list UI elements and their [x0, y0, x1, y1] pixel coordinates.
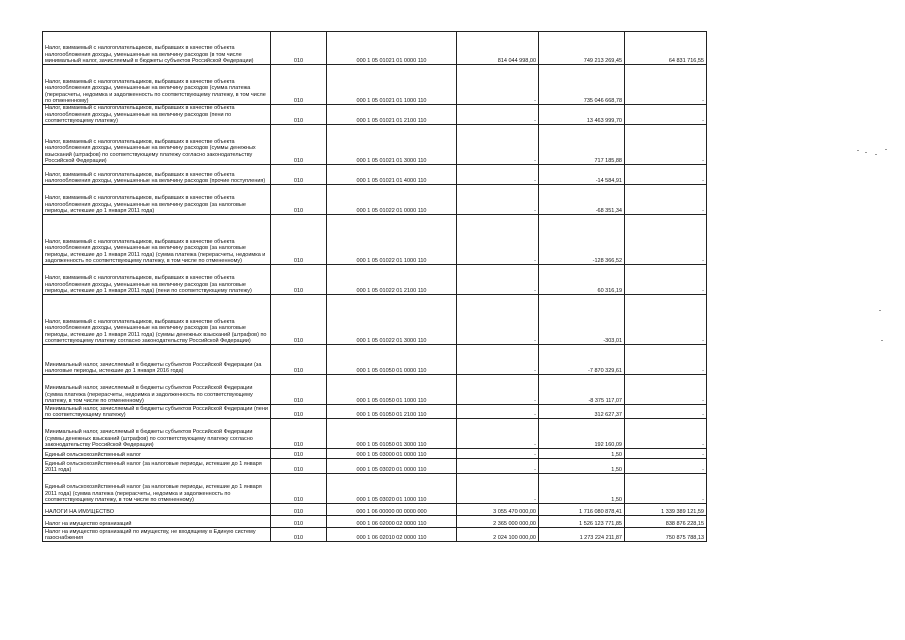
table-body: [43, 32, 707, 542]
row-code: 010: [271, 265, 327, 295]
row-fact: -68 351,34: [539, 185, 625, 215]
row-code: 010: [271, 516, 327, 528]
row-plan: -: [457, 295, 539, 345]
row-fact: -7 870 329,61: [539, 345, 625, 375]
row-fact: 13 463 999,70: [539, 105, 625, 125]
table-row: [43, 105, 707, 125]
row-plan: -: [457, 449, 539, 459]
row-fact: -14 584,91: [539, 165, 625, 185]
row-plan: 2 024 100 000,00: [457, 528, 539, 542]
row-remain: -: [625, 405, 707, 419]
row-name: Налог, взимаемый с налогоплательщиков, выбравших в качестве объекта налогообложения доходы, уменьшенные на величину расходов (суммы денежных взысканий (штрафов) по соответствующему платежу согласно законодательству Российской Федерации): [43, 125, 271, 165]
row-fact: -128 366,52: [539, 215, 625, 265]
table-row: [43, 528, 707, 542]
row-name: Налог, взимаемый с налогоплательщиков, выбравших в качестве объекта налогообложения доходы, уменьшенные на величину расходов (за налоговые периоды, истекшие до 1 января 2011 года) (сумма платежа (перерасчеты, недоимка и задолженность по соответствующему платежу, в том числе по отмененному): [43, 215, 271, 265]
row-fact: -8 375 117,07: [539, 375, 625, 405]
row-name: Единый сельскохозяйственный налог (за налоговые периоды, истекшие до 1 января 2011 года): [43, 459, 271, 474]
row-code: 010: [271, 32, 327, 65]
scan-noise: [855, 140, 895, 380]
table-row: [43, 65, 707, 105]
row-code: 010: [271, 295, 327, 345]
row-kbk: 000 1 05 01021 01 0000 110: [327, 32, 457, 65]
row-remain: -: [625, 185, 707, 215]
row-remain: -: [625, 125, 707, 165]
row-remain: -: [625, 265, 707, 295]
row-plan: -: [457, 345, 539, 375]
table-row: [43, 419, 707, 449]
row-fact: 1 273 224 211,87: [539, 528, 625, 542]
row-kbk: 000 1 05 01022 01 1000 110: [327, 215, 457, 265]
row-fact: 1,50: [539, 459, 625, 474]
row-code: 010: [271, 65, 327, 105]
row-name: Налог, взимаемый с налогоплательщиков, выбравших в качестве объекта налогообложения доходы, уменьшенные на величину расходов (за налоговые периоды, истекшие до 1 января 2011 года) (пени по соответствующему платежу): [43, 265, 271, 295]
row-remain: -: [625, 459, 707, 474]
row-kbk: 000 1 05 01050 01 0000 110: [327, 345, 457, 375]
table-row: [43, 459, 707, 474]
table-row: [43, 449, 707, 459]
budget-table: [42, 31, 707, 542]
table-row: [43, 504, 707, 516]
row-plan: -: [457, 65, 539, 105]
row-fact: 735 046 668,78: [539, 65, 625, 105]
row-name: НАЛОГИ НА ИМУЩЕСТВО: [43, 504, 271, 516]
table-row: [43, 125, 707, 165]
row-remain: -: [625, 419, 707, 449]
row-kbk: 000 1 05 01021 01 2100 110: [327, 105, 457, 125]
row-kbk: 000 1 05 01022 01 2100 110: [327, 265, 457, 295]
row-name: Налог, взимаемый с налогоплательщиков, выбравших в качестве объекта налогообложения доходы, уменьшенные на величину расходов (за налоговые периоды, истекшие до 1 января 2011 года) (суммы денежных взысканий (штрафов) по соответствующему платежу согласно законодательству Российской Федерации): [43, 295, 271, 345]
row-plan: 2 365 000 000,00: [457, 516, 539, 528]
row-kbk: 000 1 05 03000 01 0000 110: [327, 449, 457, 459]
row-fact: 717 185,88: [539, 125, 625, 165]
row-kbk: 000 1 06 02000 02 0000 110: [327, 516, 457, 528]
row-code: 010: [271, 375, 327, 405]
row-code: 010: [271, 528, 327, 542]
row-kbk: 000 1 06 02010 02 0000 110: [327, 528, 457, 542]
row-plan: -: [457, 185, 539, 215]
row-code: 010: [271, 419, 327, 449]
row-remain: -: [625, 474, 707, 504]
table-row: [43, 165, 707, 185]
row-kbk: 000 1 05 03020 01 0000 110: [327, 459, 457, 474]
row-fact: 1,50: [539, 449, 625, 459]
row-code: 010: [271, 405, 327, 419]
row-code: 010: [271, 215, 327, 265]
row-fact: 1,50: [539, 474, 625, 504]
table-row: [43, 215, 707, 265]
row-remain: 64 831 716,55: [625, 32, 707, 65]
table-row: [43, 295, 707, 345]
row-fact: 312 627,37: [539, 405, 625, 419]
row-fact: 60 316,19: [539, 265, 625, 295]
row-code: 010: [271, 125, 327, 165]
row-name: Налог, взимаемый с налогоплательщиков, выбравших в качестве объекта налогообложения доходы, уменьшенные на величину расходов (сумма платежа (перерасчеты, недоимка и задолженность по соответствующему платежу, в том числе по отмененному): [43, 65, 271, 105]
row-name: Минимальный налог, зачисляемый в бюджеты субъектов Российской Федерации (сумма платежа (перерасчеты, недоимка и задолженность по соответствующему платежу, в том числе по отмененному): [43, 375, 271, 405]
row-kbk: 000 1 06 00000 00 0000 000: [327, 504, 457, 516]
row-plan: -: [457, 459, 539, 474]
row-kbk: 000 1 05 01050 01 1000 110: [327, 375, 457, 405]
row-kbk: 000 1 05 01050 01 2100 110: [327, 405, 457, 419]
row-code: 010: [271, 449, 327, 459]
table-row: [43, 345, 707, 375]
row-fact: 749 213 269,45: [539, 32, 625, 65]
row-plan: -: [457, 419, 539, 449]
row-remain: -: [625, 449, 707, 459]
row-name: Налог, взимаемый с налогоплательщиков, выбравших в качестве объекта налогообложения доходы, уменьшенные на величину расходов (за налоговые периоды, истекшие до 1 января 2011 года): [43, 185, 271, 215]
row-remain: 750 875 788,13: [625, 528, 707, 542]
row-plan: -: [457, 474, 539, 504]
row-kbk: 000 1 05 01021 01 1000 110: [327, 65, 457, 105]
row-plan: -: [457, 375, 539, 405]
row-remain: -: [625, 165, 707, 185]
row-kbk: 000 1 05 03020 01 1000 110: [327, 474, 457, 504]
row-name: Единый сельскохозяйственный налог: [43, 449, 271, 459]
row-kbk: 000 1 05 01021 01 3000 110: [327, 125, 457, 165]
row-remain: -: [625, 215, 707, 265]
row-remain: -: [625, 345, 707, 375]
row-name: Налог на имущество организаций по имуществу, не входящему в Единую систему газоснабжения: [43, 528, 271, 542]
row-code: 010: [271, 105, 327, 125]
row-kbk: 000 1 05 01050 01 3000 110: [327, 419, 457, 449]
row-plan: -: [457, 265, 539, 295]
row-name: Минимальный налог, зачисляемый в бюджеты субъектов Российской Федерации (пени по соответствующему платежу): [43, 405, 271, 419]
row-plan: -: [457, 125, 539, 165]
row-remain: -: [625, 65, 707, 105]
row-plan: -: [457, 215, 539, 265]
row-fact: 1 716 080 878,41: [539, 504, 625, 516]
row-remain: -: [625, 105, 707, 125]
row-kbk: 000 1 05 01021 01 4000 110: [327, 165, 457, 185]
row-code: 010: [271, 165, 327, 185]
report-sheet: [42, 31, 706, 542]
table-row: [43, 265, 707, 295]
row-code: 010: [271, 474, 327, 504]
row-remain: -: [625, 295, 707, 345]
row-plan: -: [457, 105, 539, 125]
row-code: 010: [271, 504, 327, 516]
row-plan: 814 044 998,00: [457, 32, 539, 65]
row-name: Налог, взимаемый с налогоплательщиков, выбравших в качестве объекта налогообложения доходы, уменьшенные на величину расходов (пени по соответствующему платежу): [43, 105, 271, 125]
row-name: Единый сельскохозяйственный налог (за налоговые периоды, истекшие до 1 января 2011 года) (сумма платежа (перерасчеты, недоимка и задолженность по соответствующему платежу, в том числе по отмененному): [43, 474, 271, 504]
table-row: [43, 375, 707, 405]
row-name: Минимальный налог, зачисляемый в бюджеты субъектов Российской Федерации (суммы денежных взысканий (штрафов) по соответствующему платежу согласно законодательству Российской Федерации): [43, 419, 271, 449]
row-plan: -: [457, 405, 539, 419]
row-kbk: 000 1 05 01022 01 3000 110: [327, 295, 457, 345]
table-row: [43, 474, 707, 504]
row-fact: 1 526 123 771,85: [539, 516, 625, 528]
row-name: Налог, взимаемый с налогоплательщиков, выбравших в качестве объекта налогообложения доходы, уменьшенные на величину расходов (в том числе минимальный налог, зачисляемый в бюджеты субъектов Российской Федерации): [43, 32, 271, 65]
row-kbk: 000 1 05 01022 01 0000 110: [327, 185, 457, 215]
row-fact: -303,01: [539, 295, 625, 345]
table-row: [43, 405, 707, 419]
row-code: 010: [271, 185, 327, 215]
row-plan: -: [457, 165, 539, 185]
row-plan: 3 055 470 000,00: [457, 504, 539, 516]
row-remain: -: [625, 375, 707, 405]
row-fact: 192 160,09: [539, 419, 625, 449]
row-name: Налог на имущество организаций: [43, 516, 271, 528]
table-row: [43, 32, 707, 65]
row-remain: 838 876 228,15: [625, 516, 707, 528]
row-code: 010: [271, 345, 327, 375]
table-row: [43, 516, 707, 528]
row-code: 010: [271, 459, 327, 474]
row-name: Минимальный налог, зачисляемый в бюджеты субъектов Российской Федерации (за налоговые периоды, истекшие до 1 января 2016 года): [43, 345, 271, 375]
row-name: Налог, взимаемый с налогоплательщиков, выбравших в качестве объекта налогообложения доходы, уменьшенные на величину расходов (прочие поступления): [43, 165, 271, 185]
table-row: [43, 185, 707, 215]
row-remain: 1 339 389 121,59: [625, 504, 707, 516]
